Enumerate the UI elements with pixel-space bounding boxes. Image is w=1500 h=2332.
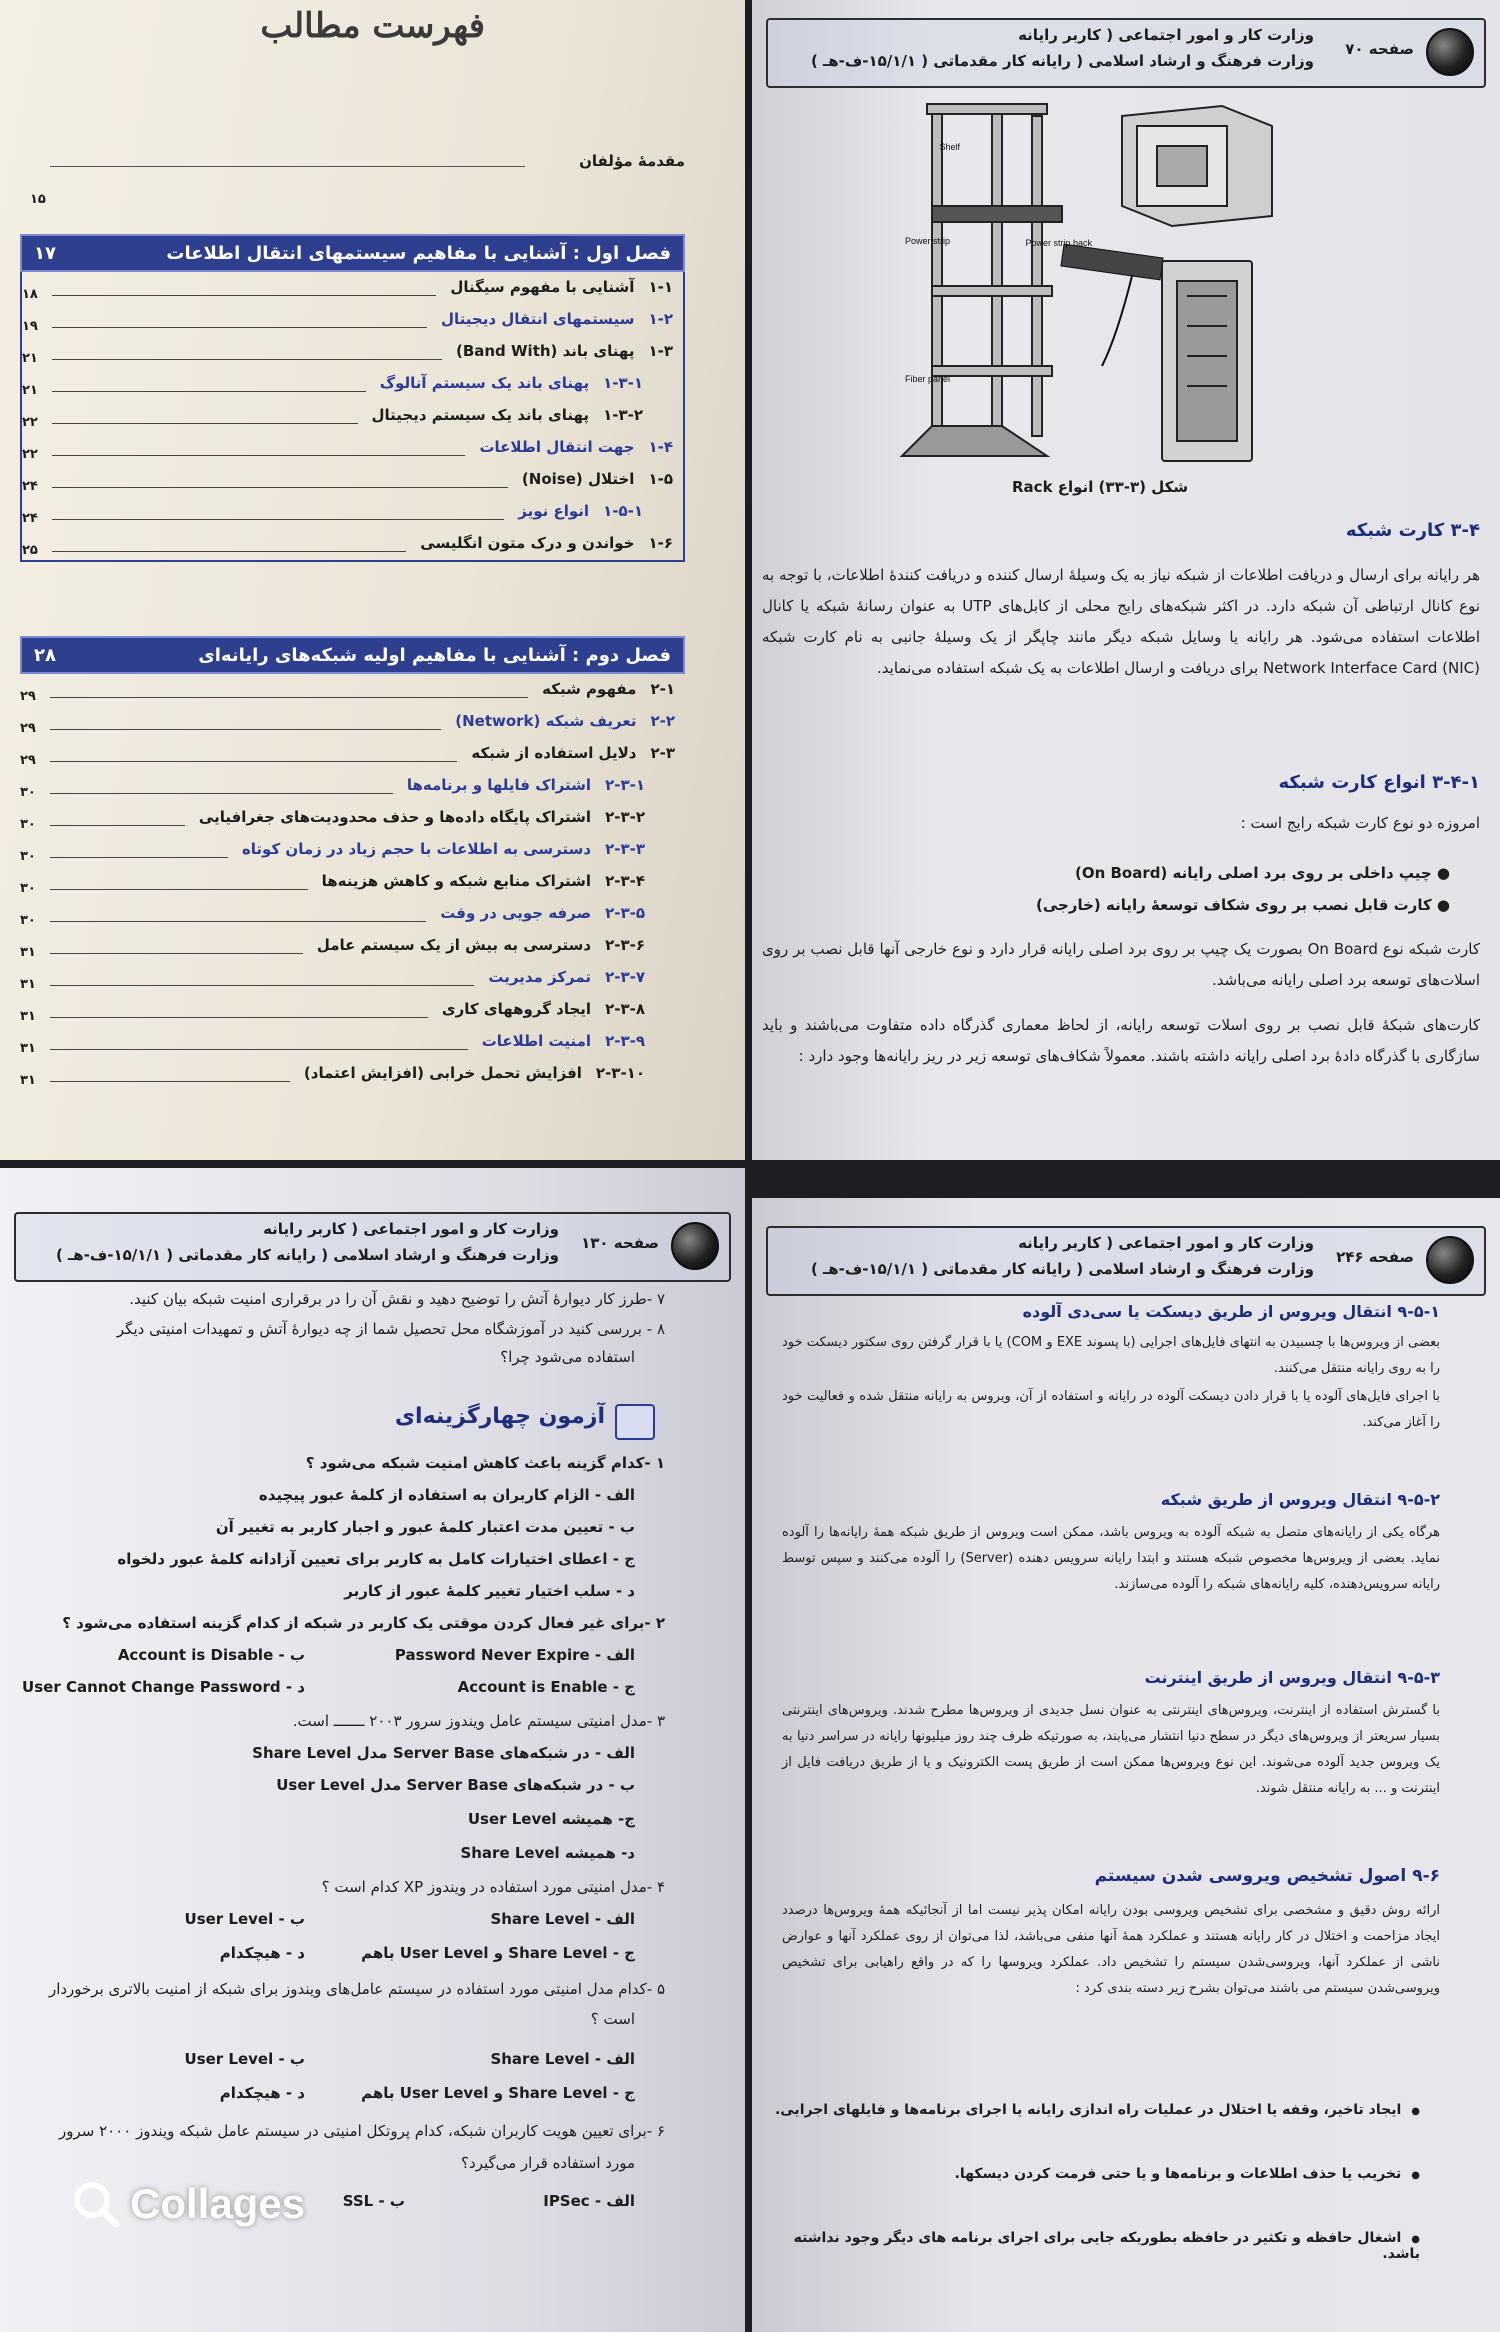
bullet-2: ● کارت قابل نصب بر روی شکاف توسعهٔ رایانه (خارجی) — [1035, 896, 1450, 914]
virus-page — [752, 1198, 1500, 2332]
toc-entry — [22, 272, 683, 304]
chapter1-bar — [20, 234, 685, 272]
q5-option-a: الف - Share Level — [490, 2050, 635, 2068]
toc-entry — [20, 1058, 685, 1090]
bullet-1: ● چیپ داخلی بر روی برد اصلی رایانه (On Board) — [1074, 864, 1450, 882]
q1-option-a: الف - الزام کاربران به استفاده از کلمهٔ عبور پیچیده — [258, 1486, 635, 1504]
q4-option-b: ب - User Level — [184, 1910, 305, 1928]
toc-entry — [20, 994, 685, 1026]
toc-entry-page: ۲۴ — [22, 479, 38, 494]
toc-entry-page: ۲۲ — [22, 415, 38, 430]
toc-leader-line — [50, 1081, 290, 1082]
toc-entry-label — [450, 278, 673, 296]
toc-entry-page: ۳۰ — [20, 785, 36, 800]
toc-entry-label — [199, 808, 645, 826]
toc-entry — [22, 336, 683, 368]
toc-entry-page: ۲۱ — [22, 383, 38, 398]
toc-entry-number: ۱-۵-۱ — [603, 502, 643, 520]
toc-entry-label — [242, 840, 645, 858]
toc-entry — [20, 834, 685, 866]
globe-logo-icon — [671, 1222, 719, 1270]
chapter2-page: ۲۸ — [34, 644, 56, 666]
toc-entry-page: ۲۹ — [20, 689, 36, 704]
toc-entry-number: ۲-۳-۸ — [605, 1000, 645, 1018]
q4-option-a: الف - Share Level — [490, 1910, 635, 1928]
toc-entry-text: اختلال (Noise) — [521, 470, 635, 488]
label-power-strip-back: Power strip back — [1025, 238, 1092, 248]
toc-entry-label — [317, 936, 645, 954]
question-5-cont: است ؟ — [590, 2010, 635, 2028]
toc-entry-number: ۲-۳-۳ — [605, 840, 645, 858]
paragraph-1: هر رایانه برای ارسال و دریافت اطلاعات از شبکه نیاز به یک وسیلهٔ ارسال کننده و دریافت کنندهٔ اطلاعات، با توجه به نوع کانال ارتباطی آن شبکه دارد. در اکثر شبکه‌های رایج محلی از کابل‌های UTP به عنوان رسانهٔ شبکه یا کانال اطلاعات استفاده می‌شود. هر رایانه یا وسایل شبکه دیگر مانند چاپگر از یک وسیلهٔ جانبی به نام کارت شبکه Network Interface Card (NIC) برای دریافت و ارسال اطلاعات به یک شبکه استفاده می‌نماید. — [762, 566, 1480, 677]
toc-entry — [22, 432, 683, 464]
checkbox-icon — [615, 1404, 655, 1440]
toc-entry-page: ۳۱ — [20, 945, 36, 960]
quiz-page — [0, 1168, 745, 2332]
q3-option-b: ب - در شبکه‌های Server Base مدل User Level — [276, 1776, 635, 1794]
toc-entry — [20, 962, 685, 994]
toc-entry-number: ۱-۳-۲ — [603, 406, 643, 424]
review-question-7: ۷ -طرز کار دیوارهٔ آتش را توضیح دهید و نقش آن را در برقراری امنیت شبکه بیان کنید. — [129, 1290, 665, 1308]
toc-entry-text: دلایل استفاده از شبکه — [471, 744, 637, 762]
toc-entry — [22, 400, 683, 432]
toc-entry-page: ۳۱ — [20, 1073, 36, 1088]
toc-entry-text: افزایش تحمل خرابی (افزایش اعتماد) — [303, 1064, 582, 1082]
toc-entry-page: ۲۱ — [22, 351, 38, 366]
toc-entry-number: ۱-۴ — [648, 438, 673, 456]
figure-caption: شکل (۳-۳۳) انواع Rack — [1012, 478, 1189, 496]
toc-entry-text: اشتراک فایلها و برنامه‌ها — [406, 776, 592, 794]
toc-entry — [20, 802, 685, 834]
toc-title: فهرست مطالب — [260, 6, 485, 46]
globe-logo-icon — [1426, 1236, 1474, 1284]
virus-symptom-2: ● تخریب یا حذف اطلاعات و برنامه‌ها و یا حتی فرمت کردن دیسکها. — [955, 2166, 1420, 2182]
watermark-text: Collages — [130, 2180, 306, 2227]
globe-logo-icon — [1426, 28, 1474, 76]
subsection-heading: ۳-۴-۱ انواع کارت شبکه — [1278, 772, 1480, 793]
toc-entry-number: ۲-۳-۴ — [605, 872, 645, 890]
toc-entry-number: ۲-۱ — [650, 680, 675, 698]
toc-entry-number: ۱-۱ — [648, 278, 673, 296]
q1-option-d: د - سلب اختیار تغییر کلمهٔ عبور از کاربر — [344, 1582, 635, 1600]
header-line-2: وزارت فرهنگ و ارشاد اسلامی ( رایانه کار مقدماتی ( ۱۵/۱/۱-ف-هـ ) — [55, 1246, 559, 1264]
toc-entry-label — [456, 342, 673, 360]
toc-entry-number: ۱-۳ — [648, 342, 673, 360]
toc-entry-number: ۱-۳-۱ — [603, 374, 643, 392]
toc-entry-page: ۱۸ — [22, 287, 38, 302]
toc-entry-label — [440, 904, 645, 922]
header-line-1: وزارت کار و امور اجتماعی ( کاربر رایانه — [1018, 1234, 1314, 1252]
rack-page — [752, 0, 1500, 1160]
chapter1-entries — [20, 272, 685, 562]
toc-entry-label — [442, 1000, 645, 1018]
toc-leader-line — [50, 825, 185, 826]
q1-option-b: ب - تعیین مدت اعتبار کلمهٔ عبور و اجبار کاربر به تغییر آن — [215, 1518, 635, 1536]
q2-option-a: الف - Password Never Expire — [394, 1646, 635, 1664]
toc-entry-label — [380, 374, 643, 392]
toc-entry — [22, 304, 683, 336]
virus-symptom-1: ● ایجاد تاخیر، وقفه یا اختلال در عملیات راه اندازی رایانه یا اجرای برنامه‌ها و فایلهای اجرایی. — [775, 2102, 1420, 2118]
toc-entry-label — [372, 406, 643, 424]
toc-entry-text: تمرکز مدیریت — [488, 968, 592, 986]
toc-entry-page: ۳۱ — [20, 1009, 36, 1024]
q3-option-c: ج- همیشه User Level — [467, 1810, 635, 1828]
running-header — [766, 18, 1486, 88]
toc-leader-line — [50, 697, 528, 698]
toc-intro-page: ۱۵ — [30, 192, 46, 207]
q3-option-d: د- همیشه Share Level — [460, 1844, 635, 1862]
q2-option-b: ب - Account is Disable — [117, 1646, 305, 1664]
toc-entry-label — [482, 1032, 645, 1050]
toc-entry-text: دسترسی به بیش از یک سیستم عامل — [316, 936, 592, 954]
toc-entry-text: سیستمهای انتقال دیجیتال — [441, 310, 635, 328]
toc-entry-number: ۱-۵ — [648, 470, 673, 488]
toc-intro-leader — [50, 166, 525, 167]
paragraph-9-5-1: بعضی از ویروس‌ها با چسبیدن به انتهای فایل‌های اجرایی (با پسوند EXE و COM) یا با قرار گرفتن روی سکتور دیسکت خود را به روی رایانه منتقل می‌کنند. — [782, 1335, 1440, 1376]
page-number: صفحه ۱۳۰ — [581, 1234, 659, 1252]
toc-entry-number: ۲-۳-۱۰ — [595, 1064, 645, 1082]
toc-leader-line — [52, 423, 358, 424]
virus-symptom-3: ● اشغال حافظه و تکثیر در حافظه بطوریکه جایی برای اجرای برنامه های دیگر وجود نداشته باشد. — [752, 2230, 1420, 2262]
toc-entry — [20, 738, 685, 770]
label-fiber-panel: Fiber panel — [904, 374, 950, 384]
toc-entry-number: ۲-۳-۱ — [605, 776, 645, 794]
toc-leader-line — [50, 985, 474, 986]
toc-leader-line — [52, 487, 508, 488]
q6-option-a: الف - IPSec — [543, 2192, 635, 2210]
toc-entry — [22, 464, 683, 496]
toc-entry — [20, 770, 685, 802]
header-line-1: وزارت کار و امور اجتماعی ( کاربر رایانه — [263, 1220, 559, 1238]
toc-entry-number: ۲-۳-۶ — [605, 936, 645, 954]
toc-entry — [22, 528, 683, 560]
toc-leader-line — [50, 1049, 468, 1050]
q4-option-d: د - هیچکدام — [219, 1944, 305, 1962]
toc-intro-label: مقدمهٔ مؤلفان — [579, 152, 685, 170]
paragraph-9-5-1b: با اجرای فایل‌های آلوده یا با قرار دادن دیسکت آلوده در رایانه و استفاده از آن، ویروس به رایانه منتقل شده و فعالیت خود را آغاز می‌کند. — [782, 1389, 1440, 1430]
question-1: ۱ -کدام گزینه باعث کاهش امنیت شبکه می‌شود ؟ — [305, 1454, 665, 1472]
collages-watermark — [70, 2178, 305, 2230]
question-2: ۲ -برای غیر فعال کردن موقتی یک کاربر در شبکه از کدام گزینه استفاده می‌شود ؟ — [62, 1614, 665, 1632]
toc-entry-page: ۳۰ — [20, 817, 36, 832]
q6-option-b: ب - SSL — [342, 2192, 405, 2210]
search-icon — [70, 2178, 122, 2230]
toc-entry-page: ۲۹ — [20, 753, 36, 768]
toc-entry — [20, 706, 685, 738]
chapter2-bar — [20, 636, 685, 674]
toc-entry-number: ۱-۶ — [648, 534, 673, 552]
toc-entry — [20, 866, 685, 898]
toc-entry — [20, 674, 685, 706]
review-question-8: ۸ - بررسی کنید در آموزشگاه محل تحصیل شما از چه دیوارهٔ آتش و تمهیدات امنیتی دیگر — [116, 1320, 665, 1338]
toc-entry-number: ۲-۳-۵ — [605, 904, 645, 922]
toc-entry-text: دسترسی به اطلاعات با حجم زیاد در زمان کوتاه — [241, 840, 592, 858]
toc-leader-line — [50, 857, 228, 858]
toc-leader-line — [52, 455, 465, 456]
toc-leader-line — [50, 729, 441, 730]
toc-entry-label — [522, 470, 673, 488]
paragraph-3: کارت شبکه نوع On Board بصورت یک چیپ بر روی برد اصلی رایانه قرار دارد و نوع خارجی آنها قابل نصب بر روی اسلات‌های توسعه برد اصلی رایانه می‌باشد. — [762, 940, 1480, 989]
toc-entry-label — [455, 712, 675, 730]
toc-entry-page: ۲۴ — [22, 511, 38, 526]
question-3: ۳ -مدل امنیتی سیستم عامل ویندوز سرور ۲۰۰۳ ـــــــ است. — [292, 1712, 665, 1730]
toc-leader-line — [52, 391, 366, 392]
review-question-8-cont: استفاده می‌شود چرا؟ — [500, 1348, 635, 1366]
section-9-6: ۹-۶ اصول تشخیص ویروسی شدن سیستم — [1094, 1866, 1440, 1886]
page-number: صفحه ۲۴۶ — [1336, 1248, 1414, 1266]
q4-option-c: ج - Share Level و User Level باهم — [361, 1944, 635, 1962]
section-9-5-2: ۹-۵-۲ انتقال ویروس از طریق شبکه — [1160, 1490, 1440, 1509]
question-6-cont: مورد استفاده قرار می‌گیرد؟ — [461, 2154, 635, 2172]
quiz-title: آزمون چهارگزینه‌ای — [394, 1404, 605, 1429]
toc-entry — [22, 496, 683, 528]
toc-entry-text: خواندن و درک متون انگلیسی — [420, 534, 635, 552]
q5-option-d: د - هیچکدام — [219, 2084, 305, 2102]
toc-entry-page: ۳۱ — [20, 977, 36, 992]
label-power-strip: Power strip — [904, 236, 950, 246]
chapter1-title: فصل اول : آشنایی با مفاهیم سیستمهای انتقال اطلاعات — [166, 242, 671, 264]
toc-leader-line — [50, 1017, 428, 1018]
toc-entry — [20, 930, 685, 962]
toc-entry-label — [322, 872, 645, 890]
toc-entry — [22, 368, 683, 400]
toc-leader-line — [50, 889, 308, 890]
running-header — [766, 1226, 1486, 1296]
toc-entry-text: انواع نویز — [518, 502, 590, 520]
q3-option-a: الف - در شبکه‌های Server Base مدل Share Level — [252, 1744, 635, 1762]
toc-entry-number: ۲-۳ — [650, 744, 675, 762]
toc-entry-number: ۱-۲ — [648, 310, 673, 328]
q2-option-d: د - User Cannot Change Password — [22, 1678, 305, 1696]
toc-leader-line — [50, 761, 457, 762]
toc-entry-text: پهنای باند یک سیستم آنالوگ — [379, 374, 590, 392]
toc-intro — [30, 152, 685, 207]
toc-leader-line — [52, 295, 436, 296]
toc-entry-page: ۲۲ — [22, 447, 38, 462]
toc-entry-text: مفهوم شبکه — [542, 680, 637, 698]
toc-entry-label — [441, 310, 673, 328]
toc-entry — [20, 898, 685, 930]
toc-entry-text: صرفه جویی در وقت — [440, 904, 592, 922]
toc-leader-line — [52, 359, 442, 360]
toc-leader-line — [50, 953, 303, 954]
toc-leader-line — [50, 793, 393, 794]
toc-entry-text: امنیت اطلاعات — [481, 1032, 592, 1050]
toc-entry-text: آشنایی با مفهوم سیگنال — [450, 278, 635, 296]
question-6: ۶ -برای تعیین هویت کاربران شبکه، کدام پروتکل امنیتی در سیستم عامل شبکه ویندوز ۲۰۰۰ سرور — [58, 2122, 665, 2140]
q5-option-b: ب - User Level — [184, 2050, 305, 2068]
toc-entry-page: ۳۰ — [20, 913, 36, 928]
toc-leader-line — [50, 921, 426, 922]
chapter2-entries — [20, 674, 685, 1090]
q2-option-c: ج - Account is Enable — [457, 1678, 635, 1696]
running-header — [14, 1212, 731, 1282]
toc-entry-page: ۳۰ — [20, 849, 36, 864]
paragraph-9-5-3: با گسترش استفاده از اینترنت، ویروس‌های اینترنتی به عنوان نسل جدیدی از ویروس‌ها مطرح شدند. ویروس‌های اینترنتی بسیار سریعتر از ویروس‌های دیگر در سطح دنیا انتشار می‌یابند، به صورتیکه ظرف چند روز میلیونها رایانه در سراسر دنیا به یک ویروس جدید آلوده می‌شوند. این نوع ویروس‌ها ممکن است از طریق پست الکترونیک و یا از طریق دریافت فایل از اینترنت و ... به رایانه منتقل شوند. — [782, 1703, 1440, 1796]
toc-entry-page: ۳۰ — [20, 881, 36, 896]
paragraph-2: امروزه دو نوع کارت شبکه رایج است : — [1240, 814, 1480, 832]
rack-figure — [872, 96, 1332, 476]
toc-leader-line — [52, 519, 504, 520]
toc-entry-page: ۲۵ — [22, 543, 38, 558]
section-9-5-3: ۹-۵-۳ انتقال ویروس از طریق اینترنت — [1144, 1668, 1440, 1687]
toc-entry-text: تعریف شبکه (Network) — [455, 712, 637, 730]
toc-entry-text: اشتراک منابع شبکه و کاهش هزینه‌ها — [321, 872, 592, 890]
toc-entry-number: ۲-۳-۹ — [605, 1032, 645, 1050]
toc-entry-page: ۱۹ — [22, 319, 38, 334]
chapter2-title: فصل دوم : آشنایی با مفاهیم اولیه شبکه‌های رایانه‌ای — [198, 644, 671, 666]
header-line-1: وزارت کار و امور اجتماعی ( کاربر رایانه — [1018, 26, 1314, 44]
toc-entry-page: ۲۹ — [20, 721, 36, 736]
paragraph-9-6: ارائه روش دقیق و مشخصی برای تشخیص ویروسی بودن رایانه امکان پذیر نیست اما از آنجائیکه همهٔ ویروس‌ها درصدد ایجاد مزاحمت و اختلال در کار رایانه هستند و عملکرد همهٔ آنها منفی می‌باشد، لذا می‌توان از روی عملکرد آنها و عوارض ناشی از عملکرد آنها، ویروسی‌شدن سیستم را تشخیص داد. عملکرد ویروسها را که در واقع راهیابی برای تشخیص ویروسی‌شدن سیستم می باشند می‌توان بشرح زیر دسته بندی کرد : — [782, 1903, 1440, 1996]
toc-entry-text: پهنای باند (Band With) — [455, 342, 635, 360]
section-9-5-1: ۹-۵-۱ انتقال ویروس از طریق دیسکت یا سی‌دی آلوده — [1022, 1302, 1440, 1321]
toc-page — [0, 0, 745, 1160]
toc-entry-text: ایجاد گروههای کاری — [441, 1000, 592, 1018]
chapter1-page: ۱۷ — [34, 242, 56, 264]
toc-entry-number: ۲-۳-۷ — [605, 968, 645, 986]
toc-entry-text: اشتراک پایگاه داده‌ها و حذف محدودیت‌های جغرافیایی — [198, 808, 592, 826]
toc-leader-line — [52, 327, 427, 328]
paragraph-4: کارت‌های شبکهٔ قابل نصب بر روی اسلات توسعه رایانه، از لحاظ معماری گذرگاه داده متفاوت می‌باشند و باید سازگاری با گذرگاه دادهٔ برد اصلی رایانه داشته باشند. معمولاً شکاف‌های توسعه زیر در ریز رایانه‌ها وجود دارد : — [762, 1016, 1480, 1065]
header-line-2: وزارت فرهنگ و ارشاد اسلامی ( رایانه کار مقدماتی ( ۱۵/۱/۱-ف-هـ ) — [810, 52, 1314, 70]
toc-entry-label — [420, 534, 673, 552]
toc-entry-number: ۲-۲ — [650, 712, 675, 730]
toc-entry-page: ۳۱ — [20, 1041, 36, 1056]
paragraph-9-5-2: هرگاه یکی از رایانه‌های متصل به شبکه آلوده به ویروس باشد، ممکن است ویروس از طریق شبکه همهٔ رایانه‌ها را آلوده نماید. بعضی از ویروس‌ها مخصوص شبکه هستند و ابتدا رایانه سرویس دهنده (Server) را آلوده می‌کنند و سپس توسط رایانه سرویس‌دهنده، کلیه رایانه‌های شبکه را آلوده می‌سازند. — [782, 1525, 1440, 1592]
toc-entry-label — [488, 968, 645, 986]
label-shelf: Shelf — [939, 142, 960, 152]
toc-entry — [20, 1026, 685, 1058]
toc-entry-number: ۲-۳-۲ — [605, 808, 645, 826]
toc-entry-label — [304, 1064, 645, 1082]
toc-entry-label — [471, 744, 675, 762]
section-heading: ۳-۴ کارت شبکه — [1345, 520, 1480, 541]
question-5: ۵ -کدام مدل امنیتی مورد استفاده در سیستم عامل‌های ویندوز برای شبکه از امنیت بالاتری برخوردار — [48, 1980, 665, 1998]
toc-entry-label — [407, 776, 645, 794]
toc-entry-label — [479, 438, 673, 456]
toc-entry-text: جهت انتقال اطلاعات — [479, 438, 635, 456]
q1-option-c: ج - اعطای اختیارات کامل به کاربر برای تعیین آزادانه کلمهٔ عبور دلخواه — [117, 1550, 635, 1568]
question-4: ۴ -مدل امنیتی مورد استفاده در ویندوز XP کدام است ؟ — [321, 1878, 665, 1896]
toc-entry-label — [542, 680, 675, 698]
toc-entry-text: پهنای باند یک سیستم دیجیتال — [371, 406, 590, 424]
q5-option-c: ج - Share Level و User Level باهم — [361, 2084, 635, 2102]
header-line-2: وزارت فرهنگ و ارشاد اسلامی ( رایانه کار مقدماتی ( ۱۵/۱/۱-ف-هـ ) — [810, 1260, 1314, 1278]
toc-entry-label — [518, 502, 643, 520]
page-number: صفحه ۷۰ — [1345, 40, 1414, 58]
toc-leader-line — [52, 551, 406, 552]
